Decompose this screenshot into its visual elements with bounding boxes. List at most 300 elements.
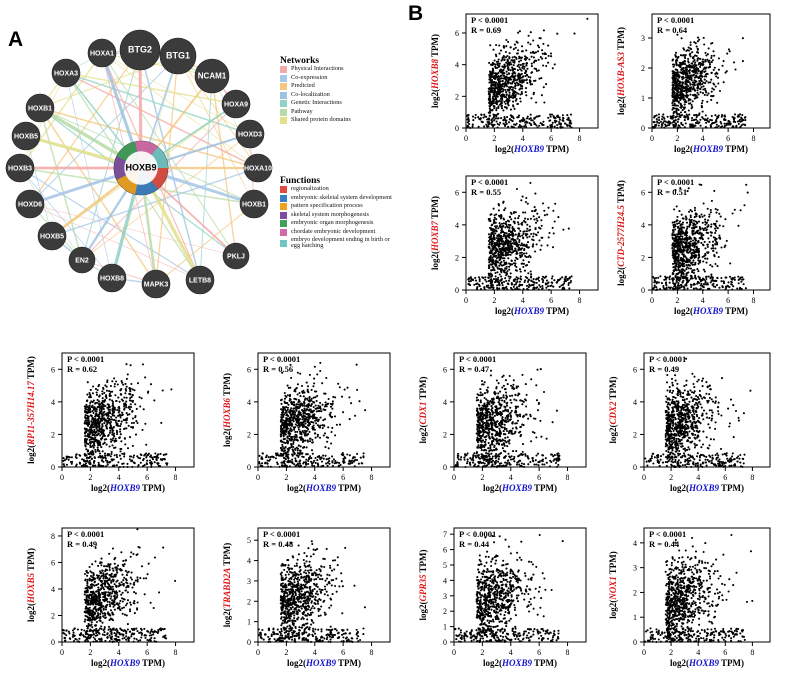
p-value: P < 0.0001 — [263, 354, 301, 364]
stat-annotation — [67, 530, 104, 549]
y-tick-label: 6 — [51, 558, 55, 568]
network-node-hub[interactable] — [114, 141, 168, 195]
x-tick-label: 0 — [452, 473, 456, 482]
legend-item — [280, 75, 398, 82]
legend-color-swatch — [280, 220, 287, 227]
y-axis-gene: CDX1 — [418, 401, 428, 425]
x-axis-gene: HOXB9 — [513, 144, 544, 154]
x-axis-label: log2(HOXB9 TPM) — [286, 658, 362, 668]
legend-item-label: embryonic organ morphogenesis — [291, 219, 374, 227]
network-node-label: HOXA9 — [223, 101, 249, 109]
network-graph-svg — [4, 8, 279, 308]
legend-color-swatch — [280, 92, 287, 99]
legend-item — [280, 195, 398, 202]
x-tick-label: 6 — [549, 134, 554, 143]
legend-item — [280, 212, 398, 219]
x-axis-gene: HOXB9 — [688, 483, 719, 493]
scatter-plot — [218, 345, 398, 497]
legend-color-swatch — [280, 203, 287, 210]
network-node[interactable] — [223, 243, 249, 269]
x-axis-gene: HOXB9 — [109, 483, 140, 493]
legend-color-swatch — [280, 66, 287, 73]
x-axis-gene: HOXB9 — [305, 483, 336, 493]
x-axis-gene: HOXB9 — [109, 658, 140, 668]
y-axis-label: log2(CDX1 TPM) — [418, 376, 428, 444]
legend-item-label: embryo development ending in birth or egg hatching — [291, 236, 390, 250]
stat-annotation — [471, 16, 508, 35]
scatter-plot — [604, 345, 778, 497]
x-tick-label: 4 — [520, 296, 525, 305]
x-axis-label: log2(HOXB9 TPM) — [673, 306, 749, 316]
stat-annotation — [649, 355, 686, 374]
y-tick-label: 4 — [455, 220, 459, 230]
x-axis-label: log2(HOXB9 TPM) — [494, 144, 570, 154]
x-tick-label: 8 — [565, 473, 570, 482]
r-value: R = 0.62 — [67, 363, 98, 374]
r-value: R = 0.49 — [67, 538, 98, 549]
x-tick-label: 0 — [256, 648, 260, 657]
stat-annotation — [263, 355, 300, 374]
x-axis-gene: HOXB9 — [688, 658, 719, 668]
y-tick-label: 2 — [247, 597, 251, 607]
x-tick-label: 0 — [452, 648, 456, 657]
legend-item-label: Co-expression — [291, 73, 328, 81]
network-node-label: HOXB8 — [99, 275, 125, 283]
y-axis-gene: CDX2 — [608, 401, 618, 425]
y-tick-label: 2 — [455, 253, 459, 263]
scatter-plot — [22, 520, 202, 672]
y-axis-label: log2(HOXB7 TPM) — [430, 195, 440, 271]
x-tick-label: 2 — [669, 473, 674, 482]
scatter-plot — [612, 6, 778, 158]
x-tick-label: 4 — [116, 648, 121, 657]
y-tick-label: 0 — [455, 286, 459, 295]
stat-annotation — [471, 178, 508, 197]
legend-item-label: embryonic skeletal system development — [291, 193, 392, 201]
r-value: R = 0.64 — [657, 24, 688, 35]
y-axis-gene: RP11-357H14.17 — [26, 381, 36, 445]
y-tick-label: 1 — [443, 622, 447, 632]
legend-color-swatch — [280, 240, 287, 247]
x-tick-label: 2 — [480, 473, 485, 482]
y-tick-label: 5 — [247, 536, 251, 546]
y-axis-gene: HOXB5 — [26, 573, 36, 604]
y-tick-label: 6 — [641, 188, 645, 198]
y-tick-label: 8 — [51, 531, 55, 541]
x-tick-label: 8 — [751, 134, 756, 143]
x-tick-label: 0 — [464, 134, 468, 143]
legend-item-label: chordate embryonic development — [291, 227, 376, 235]
p-value: P < 0.0001 — [471, 177, 509, 187]
y-axis-label: log2(HOXB8 TPM) — [430, 33, 440, 109]
stat-annotation — [459, 530, 496, 549]
x-tick-label: 6 — [341, 473, 346, 482]
y-axis-gene: NOX1 — [608, 576, 618, 600]
x-tick-label: 8 — [577, 296, 582, 305]
scatter-svg — [218, 520, 398, 672]
x-axis-label: log2(HOXB9 TPM) — [673, 144, 749, 154]
network-node-label: NCAM1 — [197, 71, 227, 81]
stat-annotation — [649, 530, 686, 549]
legend-color-swatch — [280, 229, 287, 236]
x-axis-gene: HOXB9 — [513, 306, 544, 316]
x-tick-label: 4 — [520, 134, 525, 143]
x-tick-label: 2 — [492, 134, 497, 143]
x-tick-label: 0 — [256, 473, 260, 482]
x-tick-label: 2 — [675, 134, 680, 143]
x-tick-label: 8 — [173, 648, 178, 657]
legend-item-label: Predicted — [291, 82, 315, 90]
stat-annotation — [67, 355, 104, 374]
legend-item-label: Genetic Interactions — [291, 99, 342, 107]
y-tick-label: 4 — [455, 60, 459, 70]
network-node[interactable] — [222, 90, 250, 118]
scatter-plot — [414, 345, 594, 497]
network-node-label: HOXB1 — [241, 201, 267, 209]
y-axis-label: log2(CTD-2577H24.5 TPM) — [616, 180, 626, 286]
p-value: P < 0.0001 — [471, 15, 509, 25]
x-tick-label: 0 — [464, 296, 468, 305]
scatter-svg — [218, 345, 398, 497]
legend-item — [280, 100, 398, 107]
y-tick-label: 0 — [641, 124, 645, 133]
y-tick-label: 1 — [641, 94, 645, 103]
legend-item — [280, 117, 398, 124]
x-tick-label: 0 — [650, 134, 654, 143]
r-value: R = 0.49 — [649, 363, 680, 374]
legend-color-swatch — [280, 83, 287, 90]
y-axis-label: log2(HOXB-AS3 TPM) — [616, 26, 626, 116]
scatter-svg — [604, 520, 778, 672]
x-tick-label: 2 — [492, 296, 497, 305]
x-tick-label: 4 — [696, 648, 701, 657]
stat-annotation — [657, 178, 694, 197]
y-axis-gene: HOXB-AS3 — [616, 52, 626, 97]
x-axis-gene: HOXB9 — [501, 483, 532, 493]
x-axis-label: log2(HOXB9 TPM) — [482, 658, 558, 668]
y-tick-label: 0 — [641, 286, 645, 295]
stat-annotation — [459, 355, 496, 374]
y-tick-label: 2 — [51, 430, 55, 440]
p-value: P < 0.0001 — [459, 529, 497, 539]
y-tick-label: 1 — [247, 617, 251, 627]
y-axis-gene: CTD-2577H24.5 — [616, 205, 626, 267]
r-value: R = 0.48 — [263, 538, 294, 549]
x-tick-label: 6 — [145, 648, 150, 657]
p-value: P < 0.0001 — [657, 177, 695, 187]
legend-functions — [280, 176, 398, 251]
legend-item-label: regionalization — [291, 185, 329, 193]
x-tick-label: 0 — [642, 473, 646, 482]
x-axis-label: log2(HOXB9 TPM) — [90, 658, 166, 668]
x-axis-gene: HOXB9 — [305, 658, 336, 668]
y-tick-label: 3 — [443, 591, 447, 601]
y-tick-label: 2 — [455, 92, 459, 102]
y-tick-label: 4 — [443, 397, 447, 407]
network-node[interactable] — [244, 154, 272, 182]
y-tick-label: 6 — [247, 365, 251, 375]
network-node-label: HOXB1 — [27, 105, 53, 113]
network-node-label: HOXB3 — [7, 165, 33, 173]
x-tick-label: 8 — [369, 473, 374, 482]
p-value: P < 0.0001 — [263, 529, 301, 539]
y-tick-label: 4 — [633, 397, 637, 407]
panel-a-letter: A — [8, 28, 24, 51]
x-tick-label: 4 — [508, 473, 513, 482]
legend-color-swatch — [280, 100, 287, 107]
y-tick-label: 6 — [443, 545, 447, 555]
scatter-svg — [426, 168, 606, 320]
y-tick-label: 2 — [443, 607, 447, 617]
legend-color-swatch — [280, 186, 287, 193]
x-tick-label: 8 — [750, 473, 755, 482]
y-axis-gene: HOXB6 — [222, 398, 232, 429]
y-axis-label: log2(GPR35 TPM) — [418, 549, 428, 621]
y-tick-label: 1 — [633, 613, 637, 623]
y-tick-label: 4 — [633, 538, 637, 548]
legend-item — [280, 203, 398, 210]
x-axis-gene: HOXB9 — [692, 144, 723, 154]
y-axis-label: log2(HOXB5 TPM) — [26, 547, 36, 623]
scatter-plot — [612, 168, 778, 320]
x-tick-label: 2 — [675, 296, 680, 305]
panel-b-letter: B — [408, 2, 424, 25]
x-axis-gene: HOXB9 — [692, 306, 723, 316]
x-tick-label: 8 — [750, 648, 755, 657]
y-tick-label: 6 — [443, 365, 447, 375]
r-value: R = 0.55 — [471, 186, 502, 197]
x-tick-label: 6 — [537, 648, 542, 657]
y-tick-label: 3 — [633, 563, 637, 573]
x-tick-label: 4 — [696, 473, 701, 482]
y-axis-gene: GPR35 — [418, 574, 428, 602]
legend-item — [280, 220, 398, 227]
scatter-plot — [414, 520, 594, 672]
x-axis-label: log2(HOXB9 TPM) — [482, 483, 558, 493]
x-axis-label: log2(HOXB9 TPM) — [669, 483, 745, 493]
y-tick-label: 6 — [51, 365, 55, 375]
network-node[interactable] — [160, 38, 196, 74]
network-node[interactable] — [6, 154, 34, 182]
network-node-label: BTG1 — [165, 50, 191, 61]
y-axis-gene: HOXB7 — [430, 221, 440, 252]
y-axis-label: log2(NOX1 TPM) — [608, 551, 618, 619]
network-node-label: HOXB5 — [13, 133, 39, 141]
network-node-label: LETB8 — [188, 277, 212, 285]
legend-networks — [280, 56, 398, 126]
y-tick-label: 2 — [641, 64, 645, 73]
y-tick-label: 0 — [633, 638, 637, 647]
legend-color-swatch — [280, 75, 287, 82]
x-tick-label: 2 — [88, 473, 93, 482]
x-tick-label: 4 — [312, 648, 317, 657]
network-node-label: HOXB9 — [125, 162, 157, 173]
y-tick-label: 2 — [641, 253, 645, 263]
network-node[interactable] — [26, 94, 54, 122]
network-node-label: HOXA10 — [243, 165, 273, 173]
r-value: R = 0.51 — [657, 186, 688, 197]
x-tick-label: 2 — [284, 473, 289, 482]
network-node[interactable] — [98, 264, 126, 292]
y-axis-gene: TRABD2A — [222, 567, 232, 609]
legend-item — [280, 109, 398, 116]
p-value: P < 0.0001 — [649, 529, 687, 539]
y-tick-label: 3 — [247, 576, 251, 586]
y-tick-label: 2 — [633, 588, 637, 598]
network-node-label: HOXA3 — [53, 70, 79, 78]
scatter-svg — [414, 520, 594, 672]
y-tick-label: 4 — [443, 576, 447, 586]
r-value: R = 0.69 — [471, 24, 502, 35]
legend-item — [280, 83, 398, 90]
network-node[interactable] — [38, 222, 66, 250]
y-tick-label: 4 — [51, 584, 55, 594]
y-tick-label: 0 — [633, 463, 637, 472]
x-tick-label: 6 — [723, 648, 728, 657]
legend-color-swatch — [280, 195, 287, 202]
scatter-plot — [604, 520, 778, 672]
x-axis-label: log2(HOXB9 TPM) — [669, 658, 745, 668]
x-tick-label: 0 — [650, 296, 654, 305]
x-axis-label: log2(HOXB9 TPM) — [90, 483, 166, 493]
legend-color-swatch — [280, 109, 287, 116]
x-tick-label: 4 — [508, 648, 513, 657]
x-tick-label: 6 — [726, 134, 731, 143]
legend-item-label: Physical Interactions — [291, 65, 344, 73]
y-tick-label: 6 — [633, 365, 637, 375]
network-node-label: EN2 — [75, 257, 89, 265]
network-node[interactable] — [52, 59, 80, 87]
x-tick-label: 0 — [60, 648, 64, 657]
x-tick-label: 8 — [577, 134, 582, 143]
x-tick-label: 2 — [669, 648, 674, 657]
y-tick-label: 3 — [641, 34, 645, 43]
x-axis-label: log2(HOXB9 TPM) — [494, 306, 570, 316]
y-tick-label: 0 — [51, 463, 55, 472]
x-axis-label: log2(HOXB9 TPM) — [286, 483, 362, 493]
y-tick-label: 2 — [633, 430, 637, 440]
x-tick-label: 4 — [312, 473, 317, 482]
p-value: P < 0.0001 — [657, 15, 695, 25]
y-tick-label: 5 — [443, 560, 447, 570]
r-value: R = 0.56 — [263, 363, 294, 374]
y-tick-label: 0 — [443, 638, 447, 647]
legend-item-label: pattern specification process — [291, 202, 363, 210]
x-axis-gene: HOXB9 — [501, 658, 532, 668]
p-value: P < 0.0001 — [649, 354, 687, 364]
x-tick-label: 4 — [700, 296, 705, 305]
legend-item-label: Co-localization — [291, 90, 330, 98]
x-tick-label: 8 — [751, 296, 756, 305]
legend-item — [280, 92, 398, 99]
scatter-svg — [414, 345, 594, 497]
y-axis-label: log2(CDX2 TPM) — [608, 376, 618, 444]
y-axis-gene: HOXB8 — [430, 59, 440, 90]
r-value: R = 0.44 — [459, 538, 490, 549]
scatter-plot — [218, 520, 398, 672]
y-tick-label: 7 — [443, 530, 447, 540]
y-axis-label: log2(RP11-357H14.17 TPM) — [26, 356, 36, 464]
y-tick-label: 2 — [247, 430, 251, 440]
scatter-svg — [22, 345, 202, 497]
scatter-svg — [426, 6, 606, 158]
x-tick-label: 8 — [369, 648, 374, 657]
r-value: R = 0.47 — [459, 363, 490, 374]
scatter-svg — [22, 520, 202, 672]
network-node[interactable] — [142, 270, 170, 298]
network-node[interactable] — [69, 247, 95, 273]
x-tick-label: 8 — [565, 648, 570, 657]
r-value: R = 0.44 — [649, 538, 680, 549]
network-node[interactable] — [195, 59, 229, 93]
y-tick-label: 0 — [51, 638, 55, 647]
y-tick-label: 6 — [455, 29, 459, 38]
network-node[interactable] — [186, 266, 214, 294]
x-tick-label: 0 — [60, 473, 64, 482]
y-axis-label: log2(TRABD2A TPM) — [222, 542, 232, 628]
scatter-svg — [612, 6, 778, 158]
legend-color-swatch — [280, 212, 287, 219]
scatter-plot — [426, 6, 606, 158]
x-tick-label: 2 — [284, 648, 289, 657]
network-node[interactable] — [240, 190, 268, 218]
network-node-label: BTG2 — [127, 44, 153, 55]
network-node-label: PKLJ — [227, 253, 245, 261]
legend-item — [280, 229, 398, 236]
y-tick-label: 4 — [51, 397, 55, 407]
y-tick-label: 0 — [247, 638, 251, 647]
scatter-plot — [426, 168, 606, 320]
network-node-label: HOXB5 — [39, 233, 65, 241]
x-tick-label: 2 — [480, 648, 485, 657]
p-value: P < 0.0001 — [67, 529, 105, 539]
legend-item — [280, 237, 398, 250]
network-node[interactable] — [12, 122, 40, 150]
p-value: P < 0.0001 — [459, 354, 497, 364]
network-node[interactable] — [236, 120, 264, 148]
network-diagram — [4, 8, 396, 308]
legend-item — [280, 66, 398, 73]
legend-item-label: skeletal system morphogenesis — [291, 210, 369, 218]
network-node-label: HOXD6 — [17, 201, 43, 209]
legend-networks-title: Networks — [280, 56, 320, 66]
x-tick-label: 0 — [642, 648, 646, 657]
y-tick-label: 2 — [51, 611, 55, 621]
scatter-svg — [604, 345, 778, 497]
network-node[interactable] — [120, 30, 160, 70]
x-tick-label: 8 — [173, 473, 178, 482]
y-tick-label: 4 — [247, 556, 251, 566]
x-tick-label: 6 — [723, 473, 728, 482]
network-node-label: MAPK3 — [143, 281, 169, 289]
stat-annotation — [657, 16, 694, 35]
legend-item-label: Shared protein domains — [291, 116, 351, 124]
network-node[interactable] — [88, 39, 116, 67]
legend-color-swatch — [280, 117, 287, 124]
network-node-label: HOXA1 — [89, 50, 115, 58]
x-tick-label: 6 — [341, 648, 346, 657]
stat-annotation — [263, 530, 300, 549]
y-tick-label: 2 — [443, 430, 447, 440]
x-tick-label: 6 — [537, 473, 542, 482]
p-value: P < 0.0001 — [67, 354, 105, 364]
y-tick-label: 4 — [641, 220, 645, 230]
network-node[interactable] — [16, 190, 44, 218]
y-tick-label: 0 — [247, 463, 251, 472]
legend-item — [280, 186, 398, 193]
y-tick-label: 0 — [455, 124, 459, 133]
legend-functions-title: Functions — [280, 176, 321, 186]
